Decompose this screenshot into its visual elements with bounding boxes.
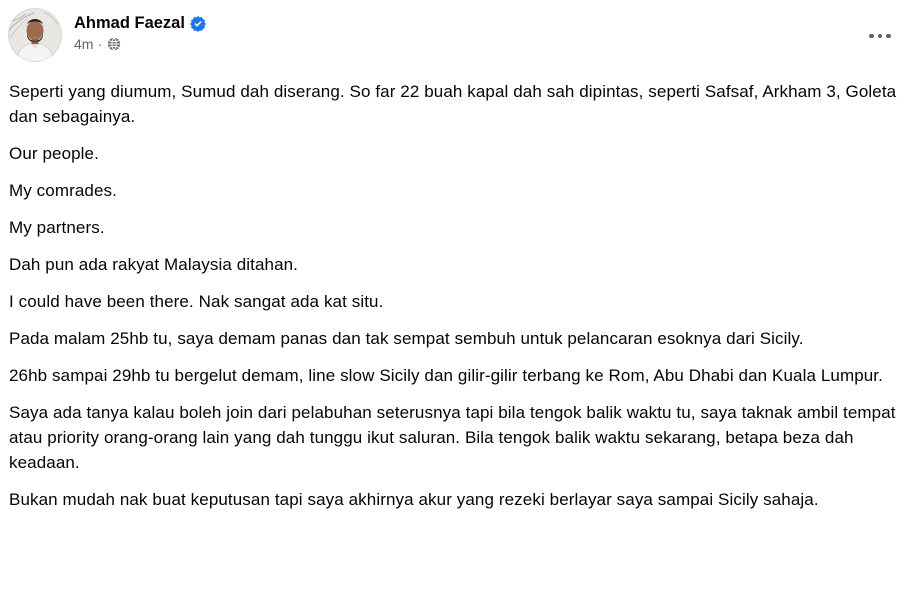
- ellipsis-icon: [869, 34, 874, 39]
- post-header: [0, 0, 922, 62]
- post-paragraph: My comrades.: [9, 181, 117, 200]
- meta-separator: ·: [97, 36, 103, 52]
- post-body: [0, 62, 922, 512]
- ellipsis-icon: [878, 34, 883, 39]
- post-paragraph: 26hb sampai 29hb tu bergelut demam, line slow Sicily dan gilir-gilir terbang ke Rom, Abu Dhabi dan Kuala Lumpur.: [9, 366, 883, 385]
- post-meta: [74, 36, 206, 52]
- profile-photo: [8, 8, 62, 62]
- timestamp[interactable]: 4m: [74, 36, 94, 52]
- more-options-button[interactable]: [862, 24, 898, 48]
- header-text: [74, 8, 206, 52]
- globe-public-icon: [107, 37, 121, 51]
- post-paragraph: Bukan mudah nak buat keputusan tapi saya akhirnya akur yang rezeki berlayar saya sampai Sicily sahaja.: [9, 490, 819, 509]
- ellipsis-icon: [886, 34, 891, 39]
- author-name[interactable]: Ahmad Faezal: [74, 14, 185, 32]
- post-paragraph: Seperti yang diumum, Sumud dah diserang. So far 22 buah kapal dah sah dipintas, seperti Safsaf, Arkham 3, Goleta dan sebagainya.: [9, 82, 897, 126]
- post-paragraph: Our people.: [9, 144, 99, 163]
- post-paragraph: I could have been there. Nak sangat ada kat situ.: [9, 292, 384, 311]
- author-row: [74, 13, 206, 33]
- post-paragraph: Saya ada tanya kalau boleh join dari pelabuhan seterusnya tapi bila tengok balik waktu tu, saya taknak ambil tempat atau priority orang-orang lain yang dah tunggu ikut saluran. Bila tengok balik waktu sekarang, betapa beza dah keadaan.: [9, 403, 896, 472]
- post-paragraph: Dah pun ada rakyat Malaysia ditahan.: [9, 255, 298, 274]
- post-paragraph: Pada malam 25hb tu, saya demam panas dan tak sempat sembuh untuk pelancaran esoknya dari Sicily.: [9, 329, 804, 348]
- verified-badge-icon: [190, 16, 206, 32]
- avatar[interactable]: [8, 8, 62, 62]
- post-paragraph: My partners.: [9, 218, 105, 237]
